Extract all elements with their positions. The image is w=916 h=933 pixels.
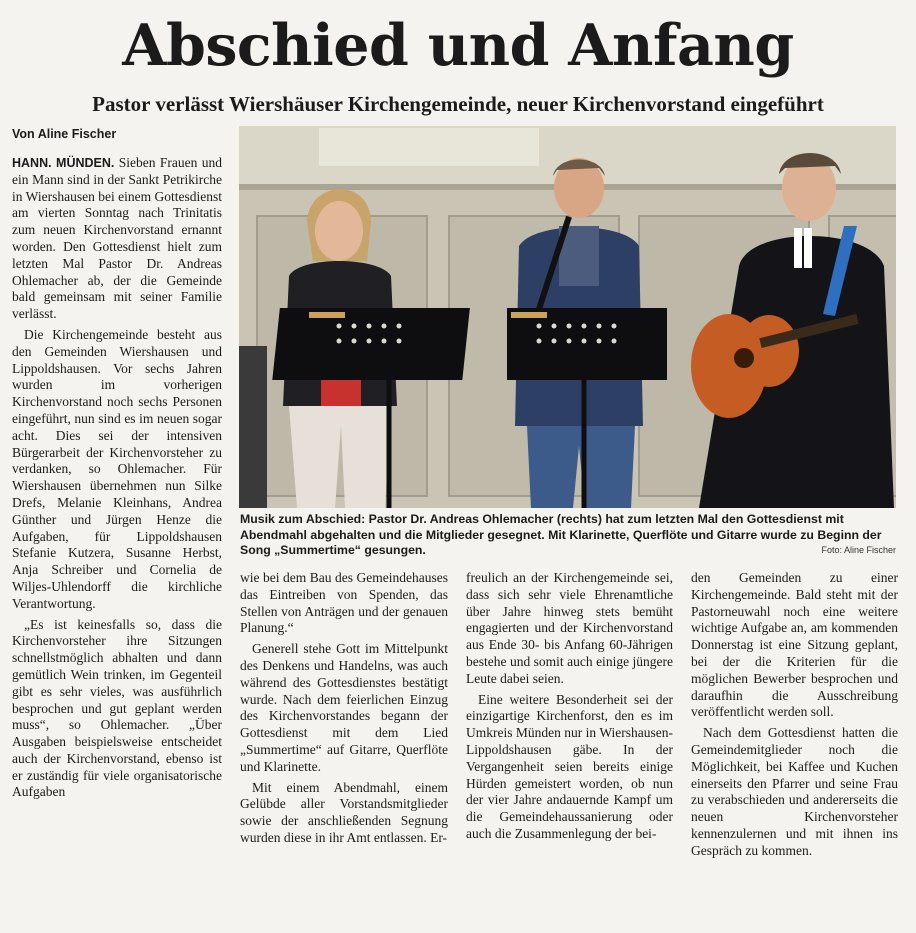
photo-musicians-image [239, 126, 896, 508]
paragraph: Nach dem Gottesdienst hatten die Gemeindemitglieder noch die Möglichkeit, bei Kaffee und Kuchen einerseits den Pfarrer und seine Frau zu verabschieden und andererseits die neuen Kirchenvorsteher kennenzulernen und mit ihnen ins Gespräch zu kommen. [691, 725, 898, 858]
paragraph: Eine weitere Besonderheit sei der einzigartige Kirchenforst, den es im Umkreis Münden nur in Wiershausen-Lippoldshausen gäbe. In der Vergangenheit seien bereits einige Hürden gemeistert worden, ob nun der vier Jahre andauernde Kampf um die Gemeindehaussanierung oder auch die Zusammenlegung der bei- [466, 691, 673, 841]
byline: Von Aline Fischer [12, 127, 117, 141]
paragraph [12, 155, 222, 323]
paragraph: Mit einem Abendmahl, einem Gelübde aller Vorstandsmitglieder sowie der anschließenden Segnung wurden diese in ihr Amt entlassen. Er- [240, 779, 448, 845]
paragraph: „Es ist keinesfalls so, dass die Kirchenvorsteher ihre Sitzungen schnellstmöglich abhalten und dann gemütlich Wein trinken, im Gegenteil gibt es sehr vieles, was ausführlich besprochen und gut geplant werden muss“, so Ohlemacher. „Über Ausgaben beispielsweise entscheidet auch der Kirchenvorstand, ebenso ist er zuständig für viele organisatorische Aufgaben [12, 616, 222, 800]
article-column-1 [12, 155, 222, 915]
subheadline: Pastor verlässt Wiershäuser Kirchengemeinde, neuer Kirchenvorstand eingeführt [92, 92, 824, 116]
paragraph: Die Kirchengemeinde besteht aus den Gemeinden Wiershausen und Lippoldshausen. Vor sechs Jahren wurden im vorherigen Kirchenvorstand noch sechs Personen eingeführt, nun sind es im neuen sogar acht. Dies sei der intensiven Bürgerarbeit der Kirchenvorsteher zu verdanken, so Ohlemacher. Für Wiershausen übernehmen nun Silke Drefs, Melanie Kleinhans, Andrea Günther und Jürgen Henze die Aufgaben, für Lippoldshausen Stefanie Kutzera, Susanne Herbst, Anja Schreiber und Cornelia de Wiljes-Uhlendorff die kirchliche Verantwortung. [12, 326, 222, 611]
dateline: HANN. MÜNDEN. [12, 156, 115, 170]
paragraph: wie bei dem Bau des Gemeindehauses das Eintreiben von Spenden, das Stellen von Anträgen und der genauen Planung.“ [240, 570, 448, 636]
paragraph-text: Sieben Frauen und ein Mann sind in der Sankt Petrikirche in Wiershausen bei einem Gottesdienst am vierten Sonntag nach Trinitatis zum neuen Kirchenvorstand ernannt worden. Den Gottesdienst hielt zum letzten Mal Pastor Dr. Andreas Ohlemacher ab, der die Gemeinde bald gemeinsam mit seiner Familie verlässt. [12, 155, 222, 322]
photo-caption: Musik zum Abschied: Pastor Dr. Andreas Ohlemacher (rechts) hat zum letzten Mal den Gottesdienst mit Abendmahl abgehalten und die Mitglieder gesegnet. Mit Klarinette, Querflöte und Gitarre wurde zu Beginn der Song „Summertime“ gesungen. [240, 512, 882, 557]
article-column-3 [466, 570, 673, 915]
paragraph: Generell stehe Gott im Mittelpunkt des Denkens und Handelns, was auch während des Gottesdienstes bestätigt wurde. Nach dem feierlichen Einzug des Kirchenvorstandes begann der Gottesdienst mit dem Lied „Summertime“ auf Gitarre, Querflöte und Klarinette. [240, 641, 448, 774]
article-photo [239, 126, 896, 508]
article-column-2 [240, 570, 448, 915]
paragraph: den Gemeinden zu einer Kirchengemeinde. Bald steht mit der Pastorneuwahl noch eine weitere wichtige Aufgabe an, am kommenden Donnerstag ist eine Sitzung geplant, bei der die Kriterien für die möglichen Bewerber besprochen und daraufhin die Ausschreibung veröffentlicht werden soll. [691, 570, 898, 720]
headline: Abschied und Anfang [122, 12, 794, 79]
paragraph: freulich an der Kirchengemeinde sei, dass sich sehr viele Ehrenamtliche über Jahre hinweg stets bemüht engagierten und der Kirchenvorstand aus Ende 30- bis Anfang 60-Jährigen bestehe und somit auch einige jüngere Leute dabei seien. [466, 570, 673, 686]
photo-credit: Foto: Aline Fischer [821, 545, 896, 555]
article-column-4 [691, 570, 898, 915]
